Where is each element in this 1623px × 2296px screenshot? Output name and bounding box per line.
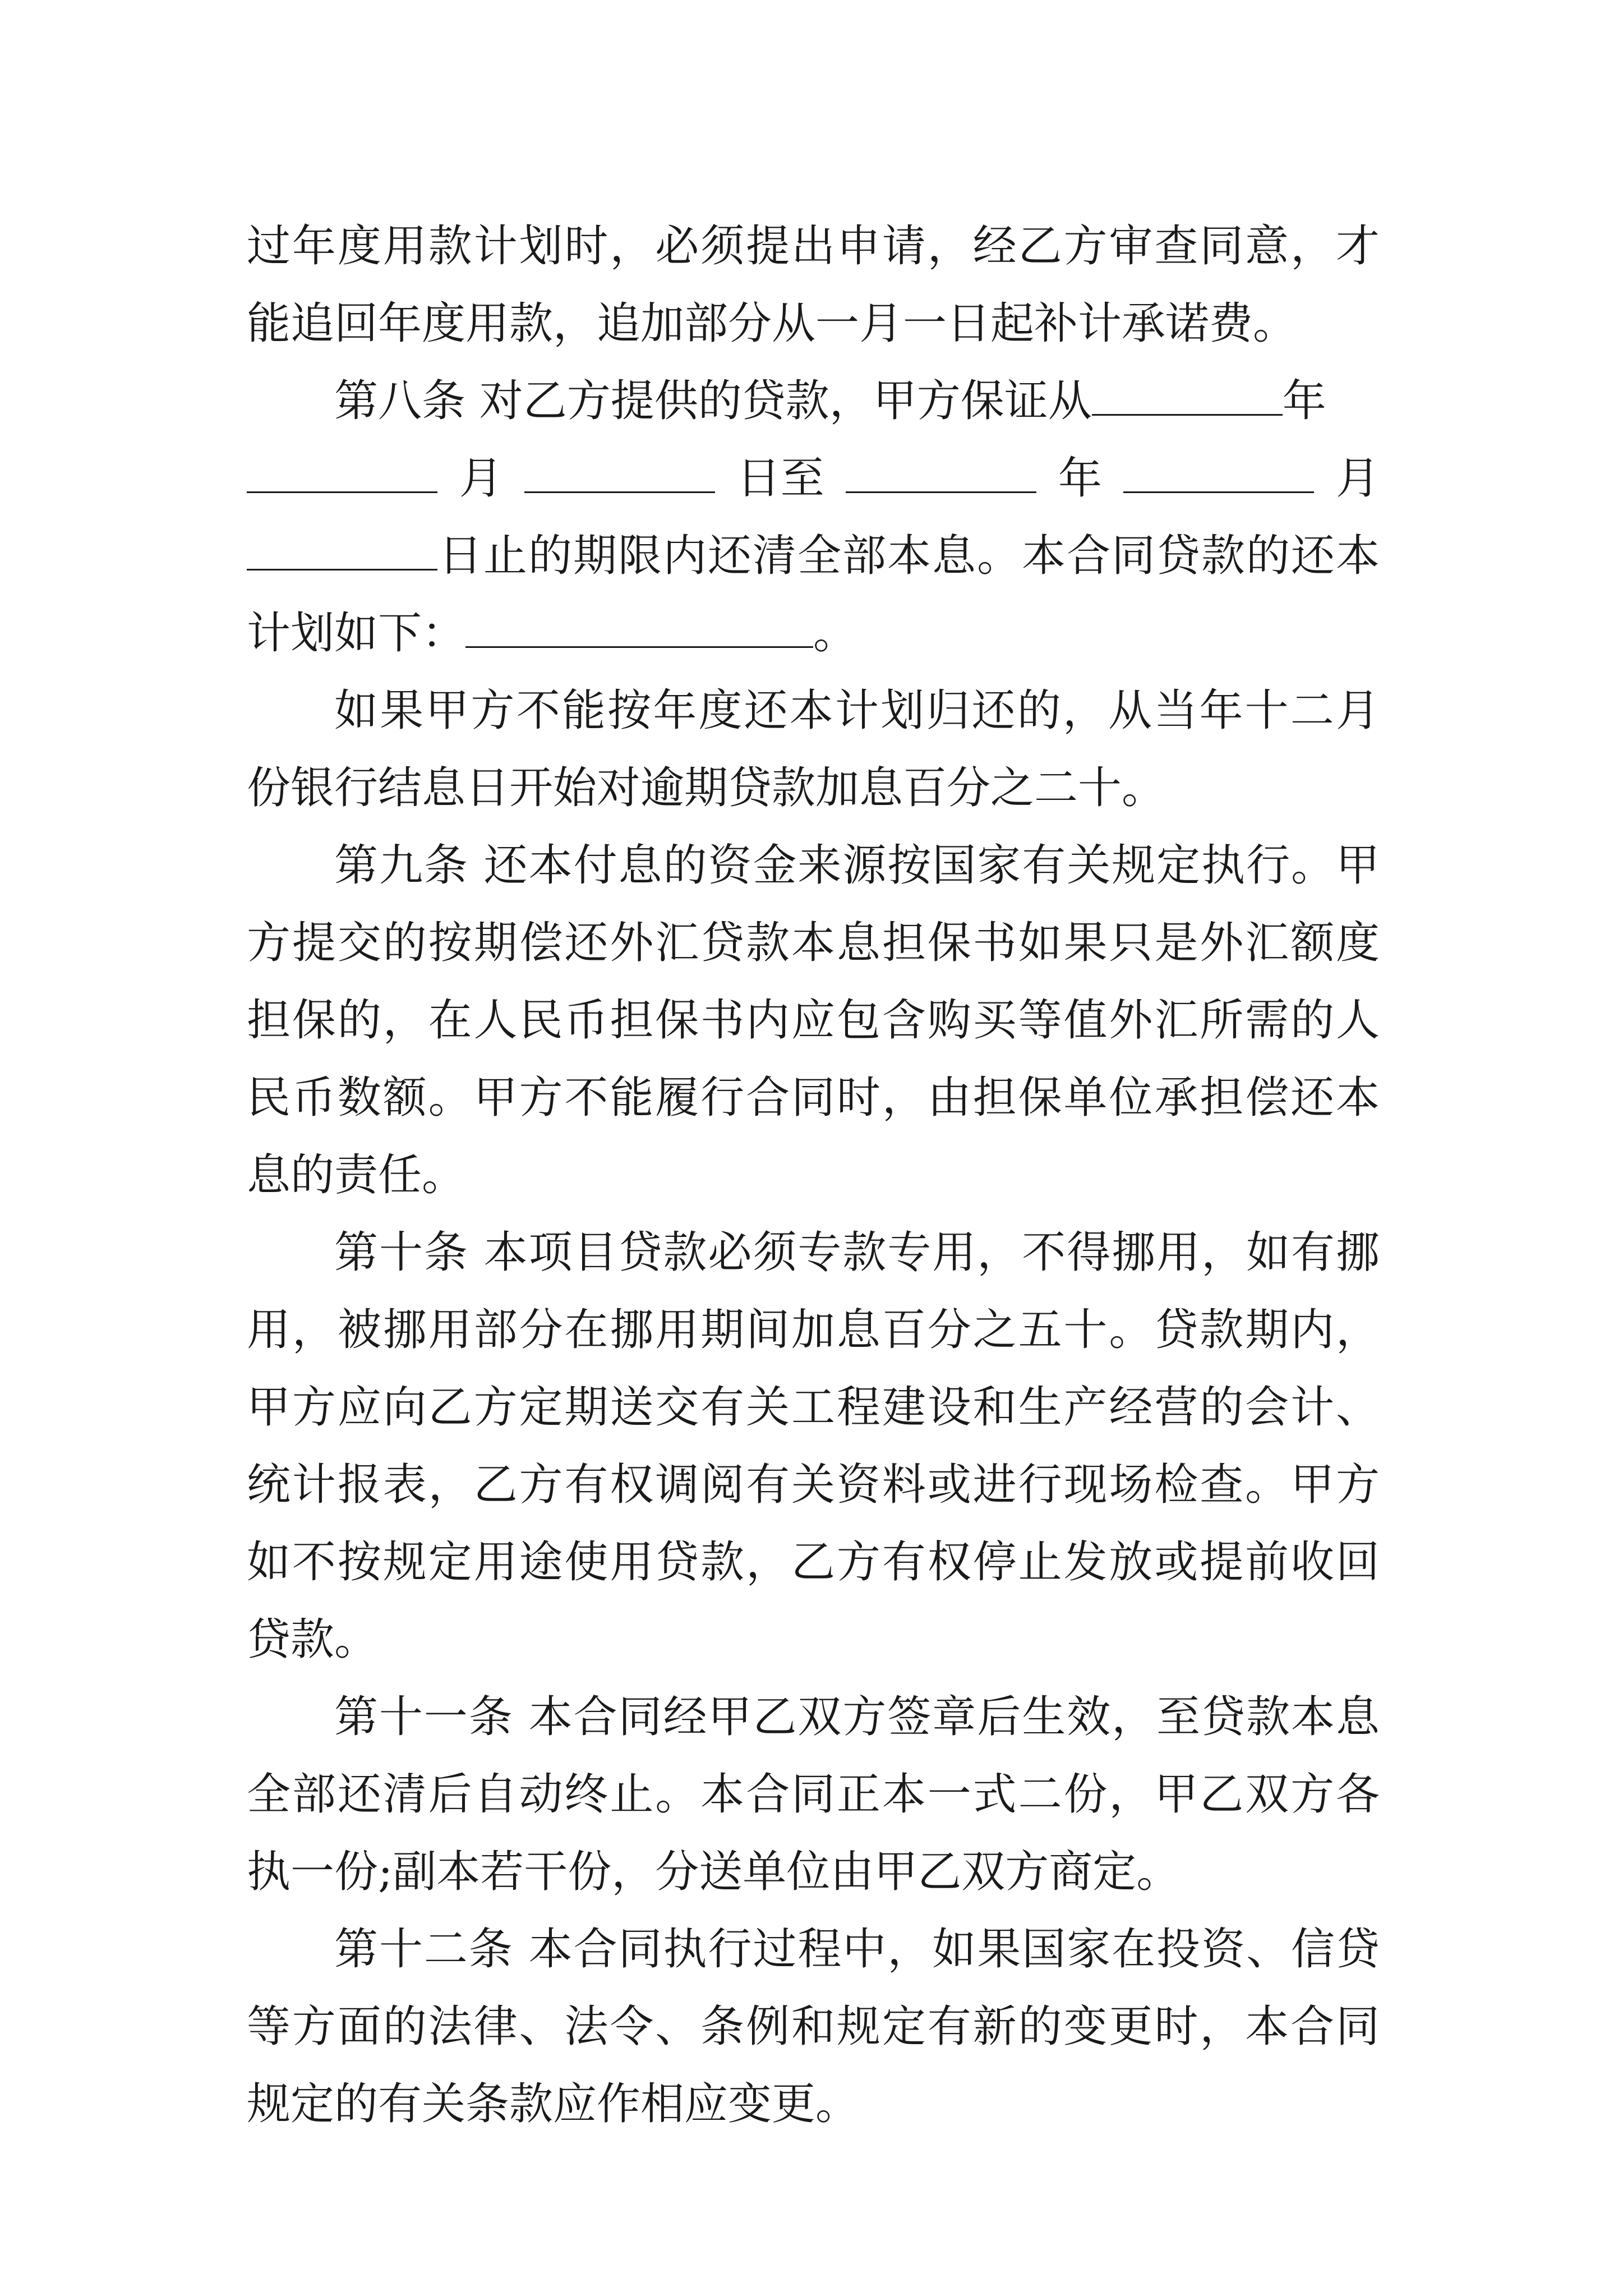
article-8-end: 。	[813, 608, 857, 659]
label-day-to: 日至	[736, 453, 824, 504]
article-8-tail-text: 日止的期限内还清全部本息。本合同贷款的还本计划如下：	[247, 531, 1380, 659]
article-8-tail	[247, 517, 1380, 672]
article-8-lead-text: 第八条 对乙方提供的贷款，甲方保证从	[334, 376, 1092, 426]
article-9: 第九条 还本付息的资金来源按国家有关规定执行。甲方提交的按期偿还外汇贷款本息担保书如果只是外汇额度担保的，在人民币担保书内应包含购买等值外汇所需的人民币数额。甲方不能履行合同时，由担保单位承担偿还本息的责任。	[247, 840, 1380, 1200]
blank-start-month[interactable]	[247, 452, 437, 493]
blank-start-year[interactable]	[1092, 375, 1283, 416]
article-10: 第十条 本项目贷款必须专款专用，不得挪用，如有挪用，被挪用部分在挪用期间加息百分之五十。贷款期内，甲方应向乙方定期送交有关工程建设和生产经营的会计、统计报表，乙方有权调阅有关资料或进行现场检查。甲方如不按规定用途使用贷款，乙方有权停止发放或提前收回贷款。	[247, 1227, 1380, 1665]
article-8-lead	[247, 362, 1380, 440]
article-8-date-line	[247, 440, 1380, 517]
blank-start-day[interactable]	[524, 452, 715, 493]
label-year-1: 年	[1282, 376, 1326, 426]
document-page	[247, 208, 1380, 2143]
blank-end-month[interactable]	[1123, 452, 1314, 493]
blank-end-year[interactable]	[846, 452, 1036, 493]
blank-repayment-plan[interactable]	[465, 607, 813, 648]
article-12: 第十二条 本合同执行过程中，如果国家在投资、信贷等方面的法律、法令、条例和规定有新的变更时，本合同规定的有关条款应作相应变更。	[247, 1924, 1380, 2129]
label-month-2: 月	[1335, 453, 1380, 504]
label-month-1: 月	[459, 453, 503, 504]
paragraph-continuation: 过年度用款计划时，必须提出申请，经乙方审查同意，才能追回年度用款，追加部分从一月一日起补计承诺费。	[247, 221, 1380, 349]
blank-end-day[interactable]	[247, 530, 437, 570]
label-year-2: 年	[1058, 453, 1102, 504]
article-11: 第十一条 本合同经甲乙双方签章后生效，至贷款本息全部还清后自动终止。本合同正本一式二份，甲乙双方各执一份;副本若干份，分送单位由甲乙双方商定。	[247, 1692, 1380, 1897]
paragraph-overdue-interest: 如果甲方不能按年度还本计划归还的，从当年十二月份银行结息日开始对逾期贷款加息百分之二十。	[247, 685, 1380, 813]
article-8	[247, 362, 1380, 672]
